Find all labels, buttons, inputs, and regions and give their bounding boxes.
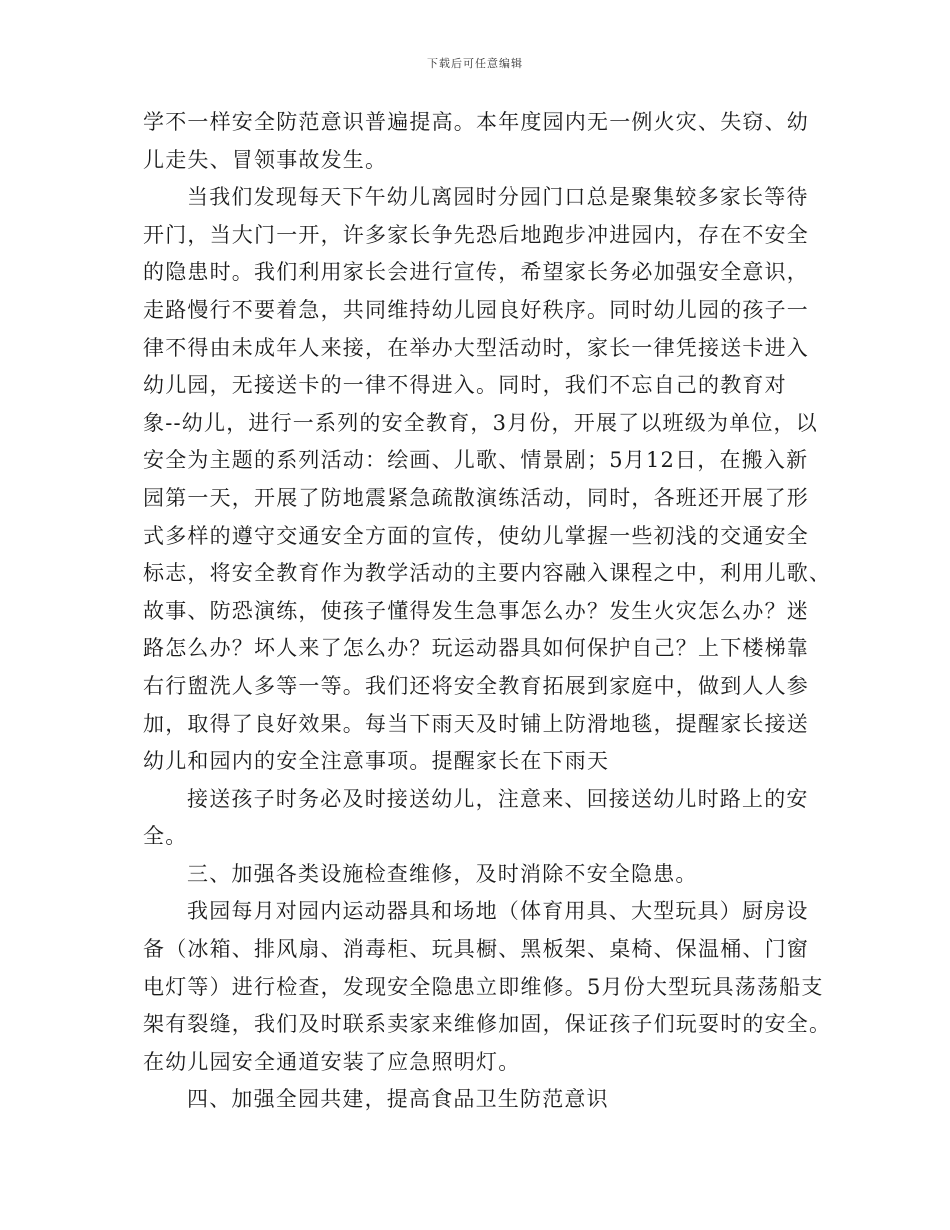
text-line: 儿走失、冒领事故发生。 <box>143 147 388 172</box>
text-line: 象--幼儿，进行一系列的安全教育，3月份，开展了以班级为单位，以 <box>143 410 818 435</box>
text-line: 园第一天，开展了防地震紧急疏散演练活动，同时，各班还开展了形 <box>143 485 809 510</box>
text-line: 故事、防恐演练，使孩子懂得发生急事怎么办？发生火灾怎么办？迷 <box>143 598 809 623</box>
text-line: 架有裂缝，我们及时联系卖家来维修加固，保证孩子们玩耍时的安全。 <box>143 1012 832 1037</box>
text-line: 右行盥洗人多等一等。我们还将安全教育拓展到家庭中，做到人人参 <box>143 673 809 698</box>
text-line: 电灯等）进行检查，发现安全隐患立即维修。5月份大型玩具荡荡船支 <box>143 974 824 999</box>
text-line: 学不一样安全防范意识普遍提高。本年度园内无一例火灾、失窃、幼 <box>143 110 809 134</box>
text-line: 当我们发现每天下午幼儿离园时分园门口总是聚集较多家长等待 <box>187 185 809 210</box>
text-line: 备（冰箱、排风扇、消毒柜、玩具橱、黑板架、桌椅、保温桶、门窗 <box>143 937 809 962</box>
text-line: 式多样的遵守交通安全方面的宣传，使幼儿掌握一些初浅的交通安全 <box>143 523 809 548</box>
text-line: 安全为主题的系列活动：绘画、儿歌、情景剧；5月12日，在搬入新 <box>143 448 809 473</box>
text-line: 加，取得了良好效果。每当下雨天及时铺上防滑地毯，提醒家长接送 <box>143 711 809 736</box>
text-line: 的隐患时。我们利用家长会进行宣传，希望家长务必加强安全意识， <box>143 260 809 285</box>
text-line: 律不得由未成年人来接，在举办大型活动时，家长一律凭接送卡进入 <box>143 335 809 360</box>
text-line: 幼儿园，无接送卡的一律不得进入。同时，我们不忘自己的教育对 <box>143 373 787 398</box>
text-line: 路怎么办？坏人来了怎么办？玩运动器具如何保护自己？上下楼梯靠 <box>143 636 809 661</box>
text-line: 幼儿和园内的安全注意事项。提醒家长在下雨天 <box>143 749 610 774</box>
text-line: 我园每月对园内运动器具和场地（体育用具、大型玩具）厨房设 <box>187 899 809 924</box>
text-line: 全。 <box>143 824 188 849</box>
section-heading-3: 三、加强各类设施检查维修，及时消除不安全隐患。 <box>187 861 698 886</box>
text-line: 在幼儿园安全通道安装了应急照明灯。 <box>143 1049 521 1074</box>
text-line: 接送孩子时务必及时接送幼儿，注意来、回接送幼儿时路上的安 <box>187 786 809 811</box>
page-header-note: 下载后可任意编辑 <box>427 57 523 70</box>
text-line: 标志，将安全教育作为教学活动的主要内容融入课程之中，利用儿歌、 <box>143 561 832 586</box>
document-body <box>143 104 832 1119</box>
section-heading-4: 四、加强全园共建，提高食品卫生防范意识 <box>187 1087 609 1112</box>
text-line: 走路慢行不要着急，共同维持幼儿园良好秩序。同时幼儿园的孩子一 <box>143 297 809 322</box>
text-line: 开门，当大门一开，许多家长争先恐后地跑步冲进园内，存在不安全 <box>143 222 809 247</box>
